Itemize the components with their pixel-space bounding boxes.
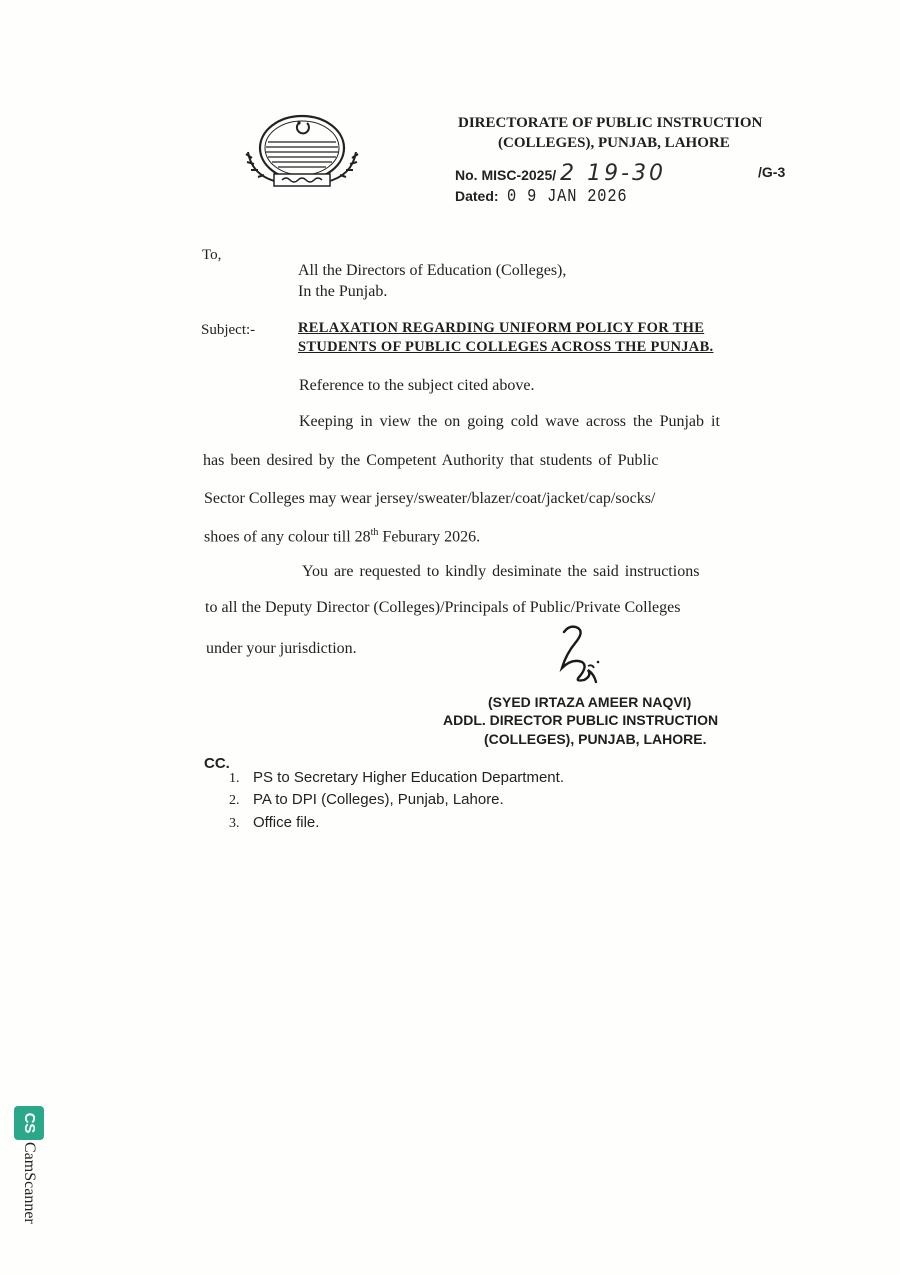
paragraph1-line1: Keeping in view the on going cold wave across the Punjab it — [299, 413, 720, 430]
reference-number-label: No. MISC-2025/ — [455, 167, 557, 183]
paragraph1-line4-text: shoes of any colour till 28 — [204, 528, 371, 546]
camscanner-watermark-text: CamScanner — [21, 1142, 38, 1224]
subject-label: Subject:- — [201, 322, 256, 338]
paragraph1-line4 — [204, 527, 480, 546]
handwritten-signature — [548, 622, 608, 692]
reference-number — [455, 161, 786, 186]
cc-item-number: 1. — [229, 771, 240, 786]
date-stamp: 0 9 JAN 2026 — [506, 187, 627, 207]
subject-line1: RELAXATION REGARDING UNIFORM POLICY FOR THE — [298, 320, 705, 336]
cc-label: CC. — [204, 755, 230, 772]
date-label: Dated: — [455, 188, 499, 204]
camscanner-watermark — [14, 1142, 44, 1252]
cc-item-text: Office file. — [253, 814, 320, 831]
subject-line2: STUDENTS OF PUBLIC COLLEGES ACROSS THE PUNJAB. — [298, 339, 714, 355]
paragraph1-line3: Sector Colleges may wear jersey/sweater/blazer/coat/jacket/cap/socks/ — [204, 490, 656, 507]
cc-list-item — [229, 814, 319, 832]
date-row — [455, 187, 648, 207]
paragraph2-line3: under your jurisdiction. — [206, 640, 357, 657]
reference-line: Reference to the subject cited above. — [299, 377, 535, 394]
punjab-government-emblem-icon — [238, 110, 366, 194]
addressee-line2: In the Punjab. — [298, 283, 388, 300]
office-name-line2: (COLLEGES), PUNJAB, LAHORE — [498, 135, 730, 151]
to-label: To, — [202, 247, 222, 263]
signatory-title: ADDL. DIRECTOR PUBLIC INSTRUCTION — [443, 712, 719, 728]
cc-item-number: 2. — [229, 793, 240, 808]
cc-list-item — [229, 769, 564, 787]
date-ordinal-superscript: th — [370, 527, 379, 538]
signatory-name: (SYED IRTAZA AMEER NAQVI) — [488, 694, 692, 710]
reference-suffix: /G-3 — [758, 164, 786, 180]
paragraph1-line4-tail: Feburary 2026. — [378, 528, 481, 546]
paragraph2-line1: You are requested to kindly desiminate the said instructions — [302, 563, 700, 580]
paragraph2-line2: to all the Deputy Director (Colleges)/Principals of Public/Private Colleges — [205, 599, 681, 616]
cc-list-item — [229, 791, 504, 809]
handwritten-number: 2 19-30 — [560, 161, 667, 186]
signatory-office: (COLLEGES), PUNJAB, LAHORE. — [484, 731, 707, 747]
cc-item-text: PS to Secretary Higher Education Department. — [253, 769, 564, 786]
cc-item-text: PA to DPI (Colleges), Punjab, Lahore. — [253, 791, 504, 808]
office-name-line1: DIRECTORATE OF PUBLIC INSTRUCTION — [458, 115, 763, 131]
cc-item-number: 3. — [229, 816, 240, 831]
addressee-line1: All the Directors of Education (Colleges), — [298, 262, 567, 279]
camscanner-logo-icon — [14, 1106, 44, 1140]
paragraph1-line2: has been desired by the Competent Authority that students of Public — [203, 452, 659, 469]
camscanner-badge-text: CS — [21, 1112, 38, 1134]
